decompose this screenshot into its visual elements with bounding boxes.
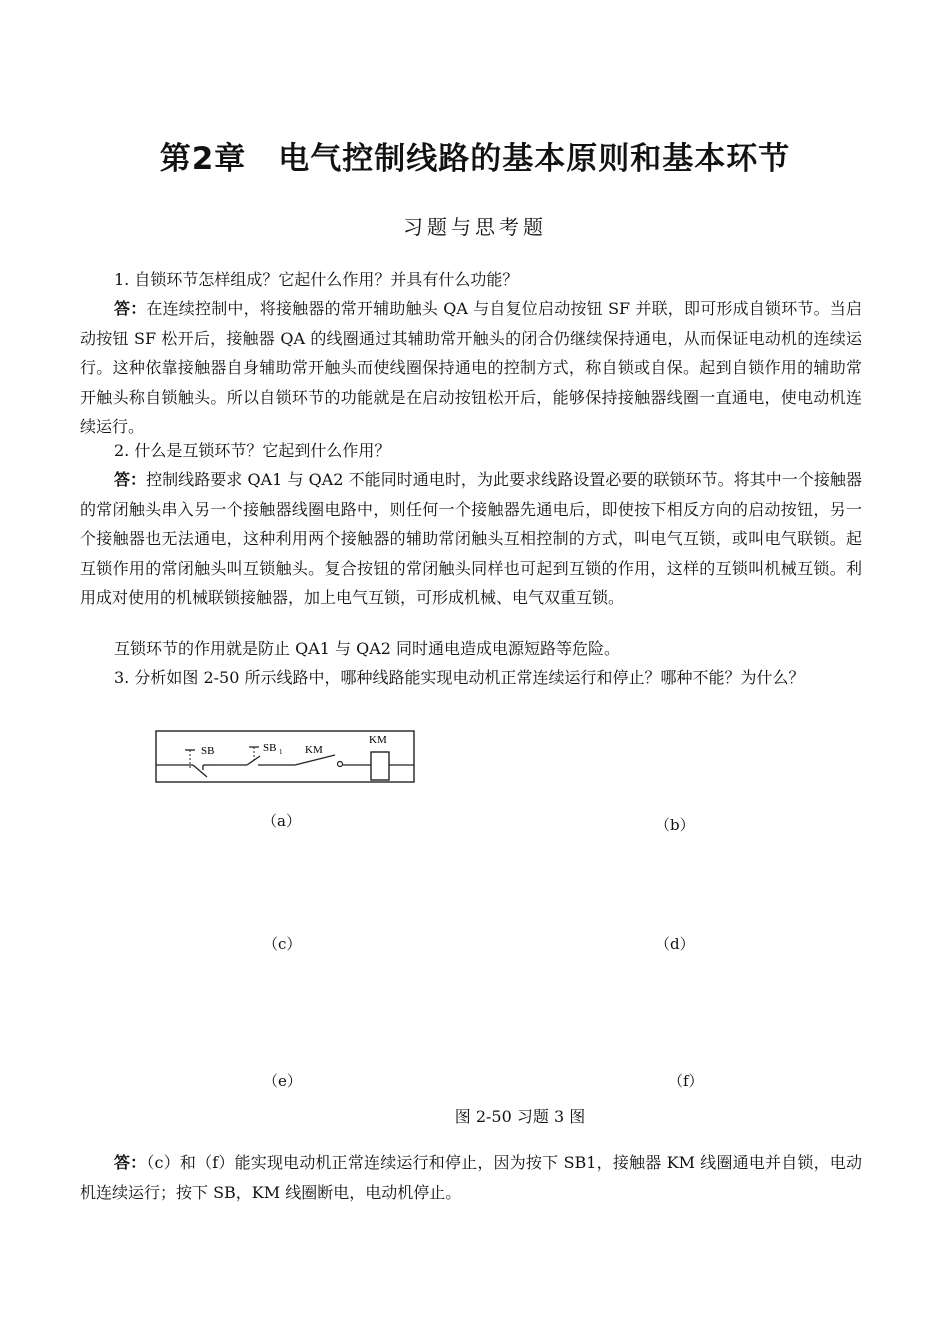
answer-1-text: 在连续控制中，将接触器的常开辅助触头 QA 与自复位启动按钮 SF 并联，即可形成自锁环节。当启动按钮 SF 松开后，接触器 QA 的线圈通过其辅助常开触头的闭合仍继续保持通电，从而保证电动机的连续运行。这种依靠接触器自身辅助常开触头而使线圈保持通电的控制方式，称自锁或自保。起到自锁作用的辅助常开触头称自锁触头。所以自锁环节的功能就是在启动按钮松开后，能够保持接触器线圈一直通电，使电动机连续运行。 xyxy=(80,299,862,436)
answer-1 xyxy=(80,294,862,442)
answer-label: 答： xyxy=(114,299,147,318)
caption-d: （d） xyxy=(655,935,695,953)
km-coil xyxy=(371,752,389,780)
caption-e: （e） xyxy=(263,1072,302,1090)
caption-c: （c） xyxy=(263,935,302,953)
sb-label: SB xyxy=(201,745,215,757)
answer-3 xyxy=(80,1148,862,1207)
answer-2 xyxy=(80,465,862,613)
chapter-title: 第2章 电气控制线路的基本原则和基本环节 xyxy=(159,141,791,177)
sb1-subscript: 1 xyxy=(279,748,283,756)
km-contact xyxy=(295,755,335,765)
answer-3-text: （c）和（f）能实现电动机正常连续运行和停止，因为按下 SB1，接触器 KM 线圈通电并自锁，电动机连续运行；按下 SB，KM 线圈断电，电动机停止。 xyxy=(80,1153,862,1202)
question-3: 3. 分析如图 2-50 所示线路中，哪种线路能实现电动机正常连续运行和停止？哪种不能？为什么？ xyxy=(114,668,805,687)
caption-a: （a） xyxy=(262,812,301,830)
section-title: 习题与思考题 xyxy=(403,215,547,239)
km-contact-node xyxy=(338,762,343,767)
circuit-diagram-a xyxy=(155,730,417,786)
answer-label: 答： xyxy=(114,470,147,489)
sb1-label: SB xyxy=(263,742,277,754)
answer-label: 答： xyxy=(114,1153,147,1172)
km-contact-label: KM xyxy=(305,744,323,756)
question-2: 2. 什么是互锁环节？它起到什么作用？ xyxy=(114,441,391,460)
answer-2-extra: 互锁环节的作用就是防止 QA1 与 QA2 同时通电造成电源短路等危险。 xyxy=(114,639,621,658)
sb1-contact xyxy=(247,756,260,765)
caption-f: （f） xyxy=(668,1072,704,1090)
figure-caption: 图 2-50 习题 3 图 xyxy=(454,1107,586,1126)
caption-b: （b） xyxy=(655,816,695,834)
answer-2-text: 控制线路要求 QA1 与 QA2 不能同时通电时，为此要求线路设置必要的联锁环节。将其中一个接触器的常闭触头串入另一个接触器线圈电路中，则任何一个接触器先通电后，即使按下相反方向的启动按钮，另一个接触器也无法通电，这种利用两个接触器的辅助常闭触头互相控制的方式，叫电气互锁，或叫电气联锁。起互锁作用的常闭触头叫互锁触头。复合按钮的常闭触头同样也可起到互锁的作用，这样的互锁叫机械互锁。利用成对使用的机械联锁接触器，加上电气互锁，可形成机械、电气双重互锁。 xyxy=(80,470,862,607)
question-1: 1. 自锁环节怎样组成？它起什么作用？并具有什么功能？ xyxy=(114,270,519,289)
sb-contact xyxy=(193,765,207,777)
km-coil-label: KM xyxy=(369,734,387,746)
